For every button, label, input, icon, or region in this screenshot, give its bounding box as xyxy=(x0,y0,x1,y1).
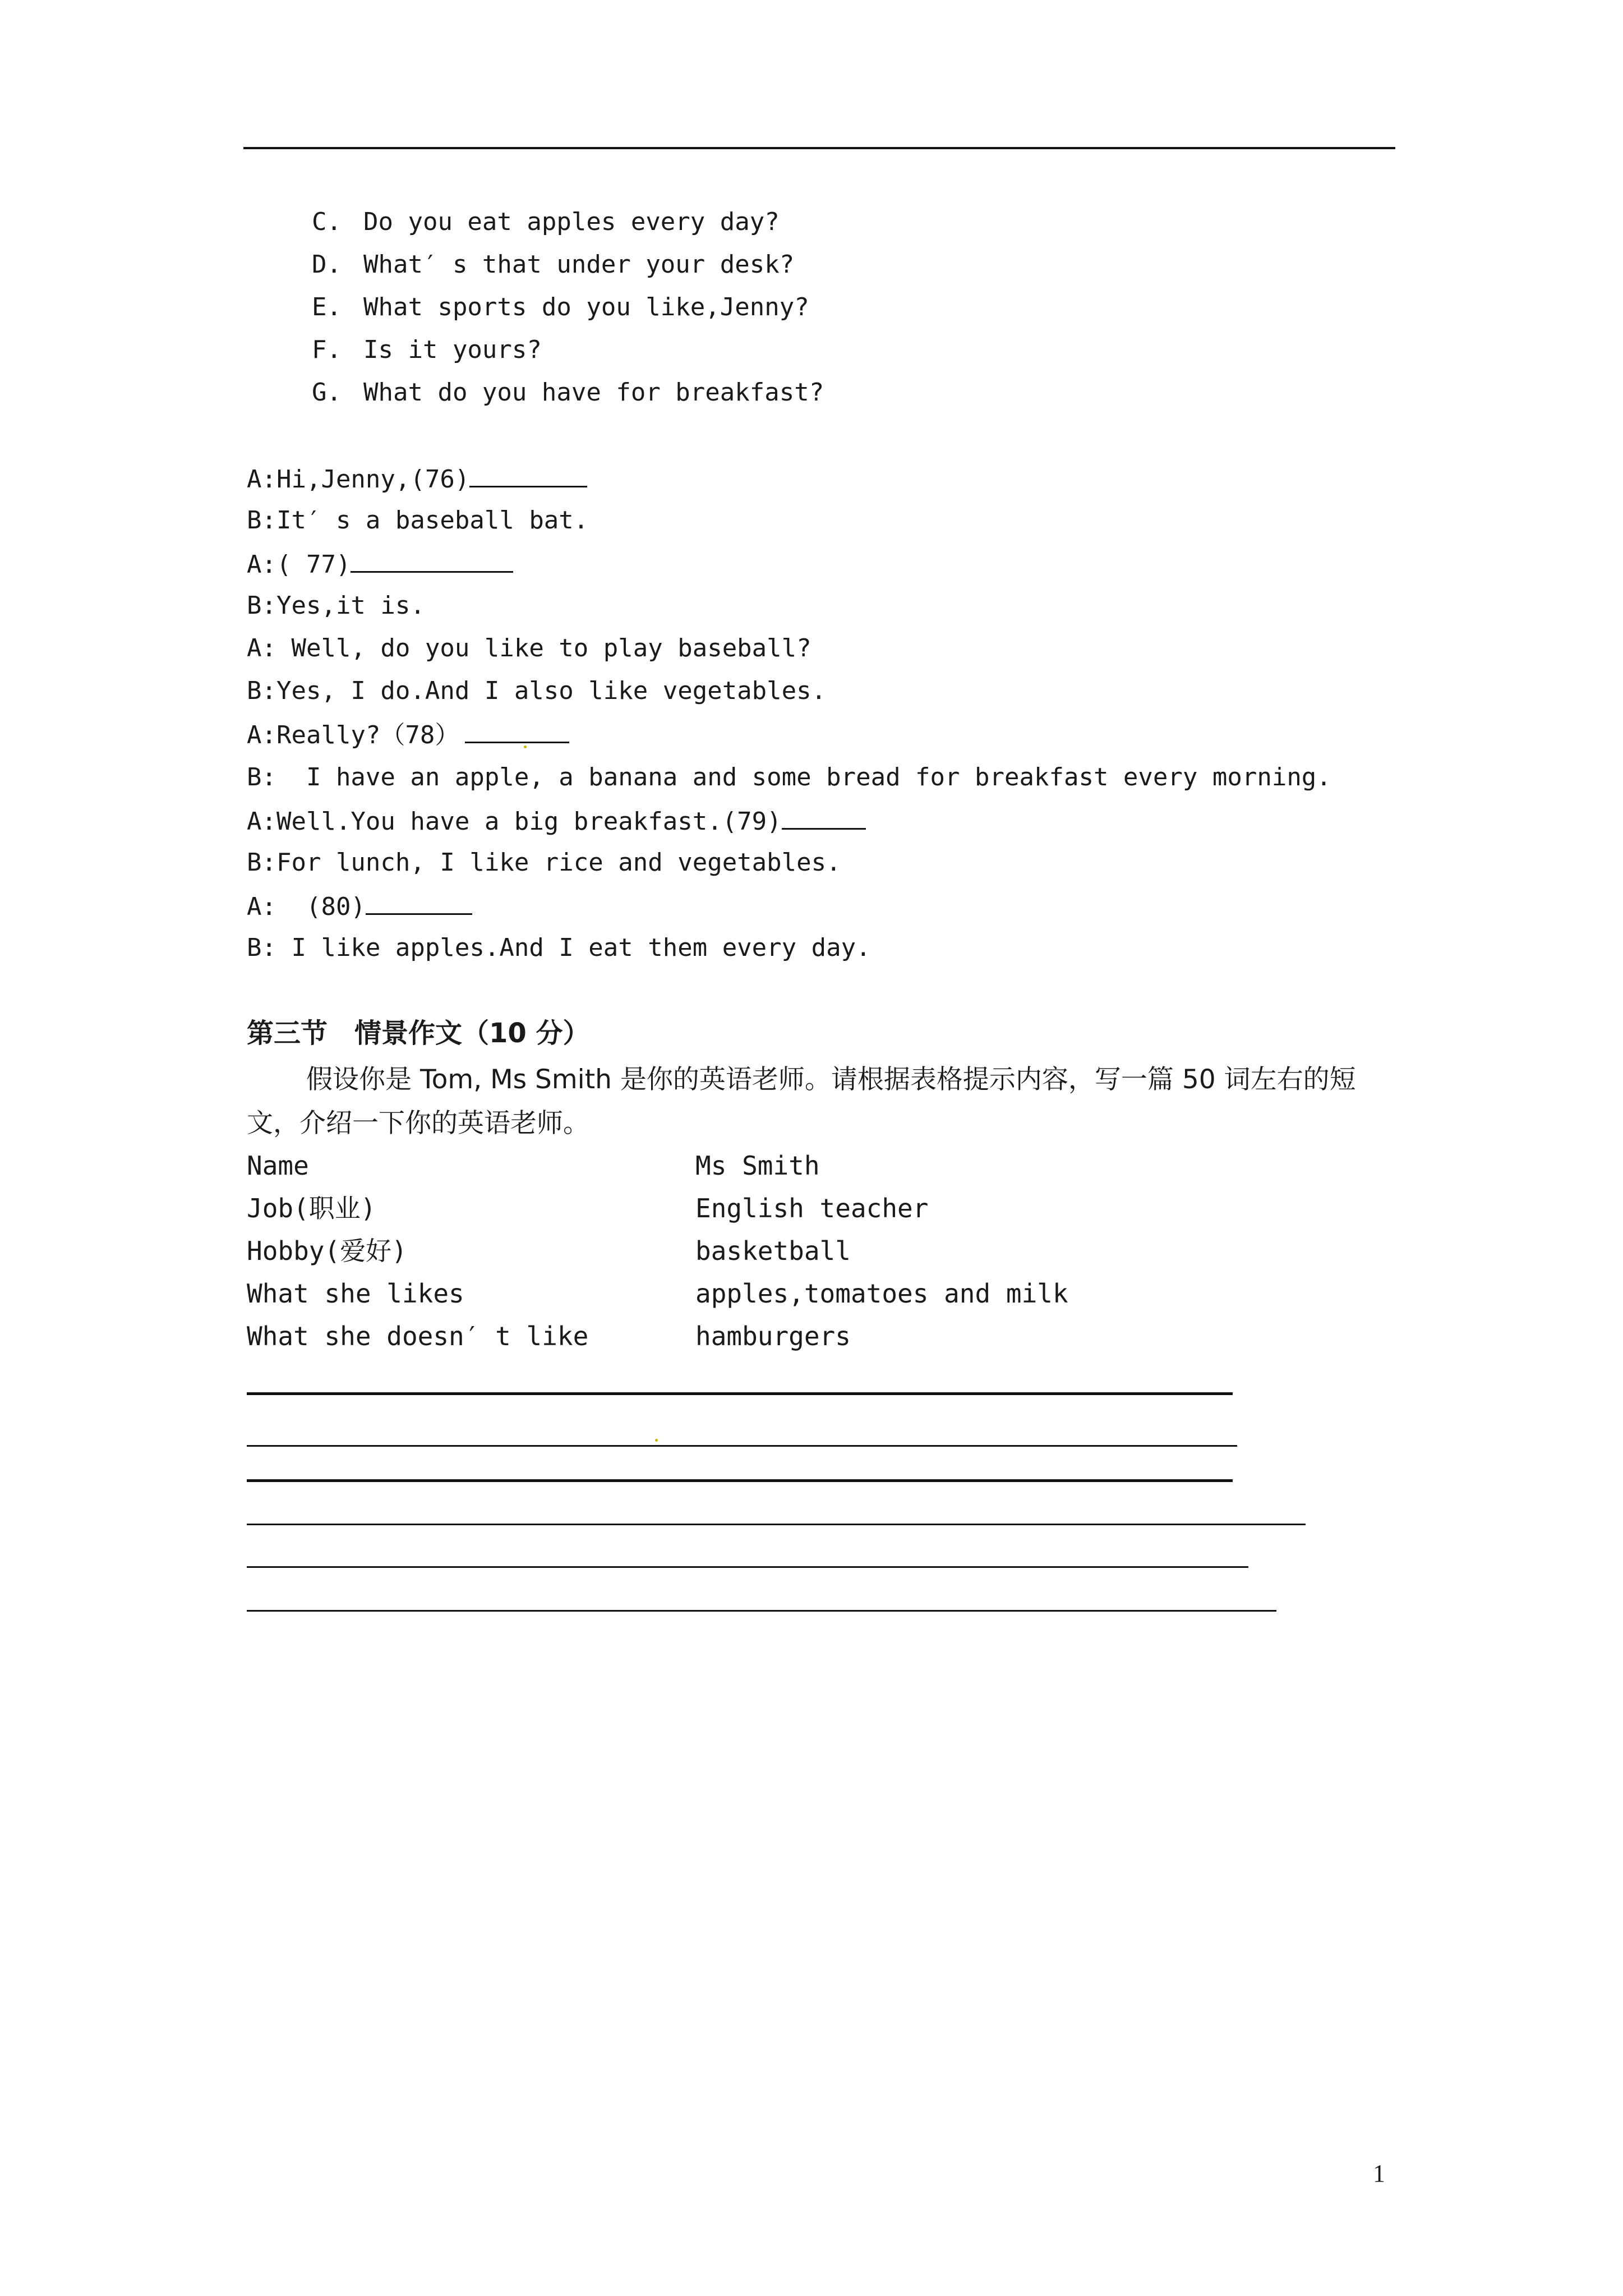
writing-line[interactable] xyxy=(247,1479,1233,1482)
writing-line[interactable] xyxy=(247,1566,1248,1568)
option-e: E. What sports do you like,Jenny? xyxy=(312,293,809,321)
writing-line[interactable] xyxy=(247,1524,1306,1525)
stray-dot xyxy=(655,1439,658,1442)
dialogue-line: B: I like apples.And I eat them every day. xyxy=(247,933,871,962)
dialogue-line-79: A:Well.You have a big breakfast.(79) xyxy=(247,803,866,839)
stray-dot xyxy=(524,746,527,748)
dialogue-line: A: Well, do you like to play baseball? xyxy=(247,634,811,662)
section-title: 第三节 情景作文（10 分） xyxy=(247,1018,590,1049)
table-label: What she likes xyxy=(247,1278,464,1309)
answer-blank-80[interactable] xyxy=(366,889,472,915)
table-label: Name xyxy=(247,1151,309,1181)
option-g: G. What do you have for breakfast? xyxy=(312,378,824,407)
writing-line[interactable] xyxy=(247,1445,1237,1447)
option-c: C. Do you eat apples every day? xyxy=(312,208,780,236)
writing-line[interactable] xyxy=(247,1610,1276,1612)
dialogue-line-80: A: (80) xyxy=(247,889,472,924)
table-label: Hobby(爱好) xyxy=(247,1236,407,1266)
dialogue-line: B:Yes, I do.And I also like vegetables. xyxy=(247,677,827,705)
header-rule xyxy=(243,147,1395,149)
table-label: Job(职业) xyxy=(247,1193,376,1223)
table-value: Ms Smith xyxy=(695,1151,820,1181)
dialogue-line: B:For lunch, I like rice and vegetables. xyxy=(247,848,841,877)
writing-prompt: 假设你是 Tom, Ms Smith 是你的英语老师。请根据表格提示内容，写一篇 50 词左右的短文，介绍一下你的英语老师。 xyxy=(247,1064,1356,1139)
dialogue-line-77: A:( 77) xyxy=(247,546,513,582)
dialogue-line-76: A:Hi,Jenny,(76) xyxy=(247,461,587,496)
answer-blank-79[interactable] xyxy=(782,803,866,830)
table-value: English teacher xyxy=(695,1193,929,1223)
table-value: hamburgers xyxy=(695,1321,851,1351)
answer-blank-78[interactable] xyxy=(465,717,569,743)
page-number: 1 xyxy=(1373,2160,1385,2187)
answer-blank-76[interactable] xyxy=(469,461,587,487)
option-d: D. What′ s that under your desk? xyxy=(312,250,795,279)
dialogue-line: B:Yes,it is. xyxy=(247,591,425,620)
dialogue-line-78: A:Really?（78） xyxy=(247,717,569,752)
dialogue-line: B: I have an apple, a banana and some bread for breakfast every morning. xyxy=(247,763,1331,792)
table-value: apples,tomatoes and milk xyxy=(695,1278,1068,1309)
dialogue-line: B:It′ s a baseball bat. xyxy=(247,506,589,535)
answer-blank-77[interactable] xyxy=(351,546,513,573)
option-f: F. Is it yours? xyxy=(312,335,542,364)
table-value: basketball xyxy=(695,1236,851,1266)
table-label: What she doesn′ t like xyxy=(247,1321,589,1351)
writing-line[interactable] xyxy=(247,1392,1233,1395)
